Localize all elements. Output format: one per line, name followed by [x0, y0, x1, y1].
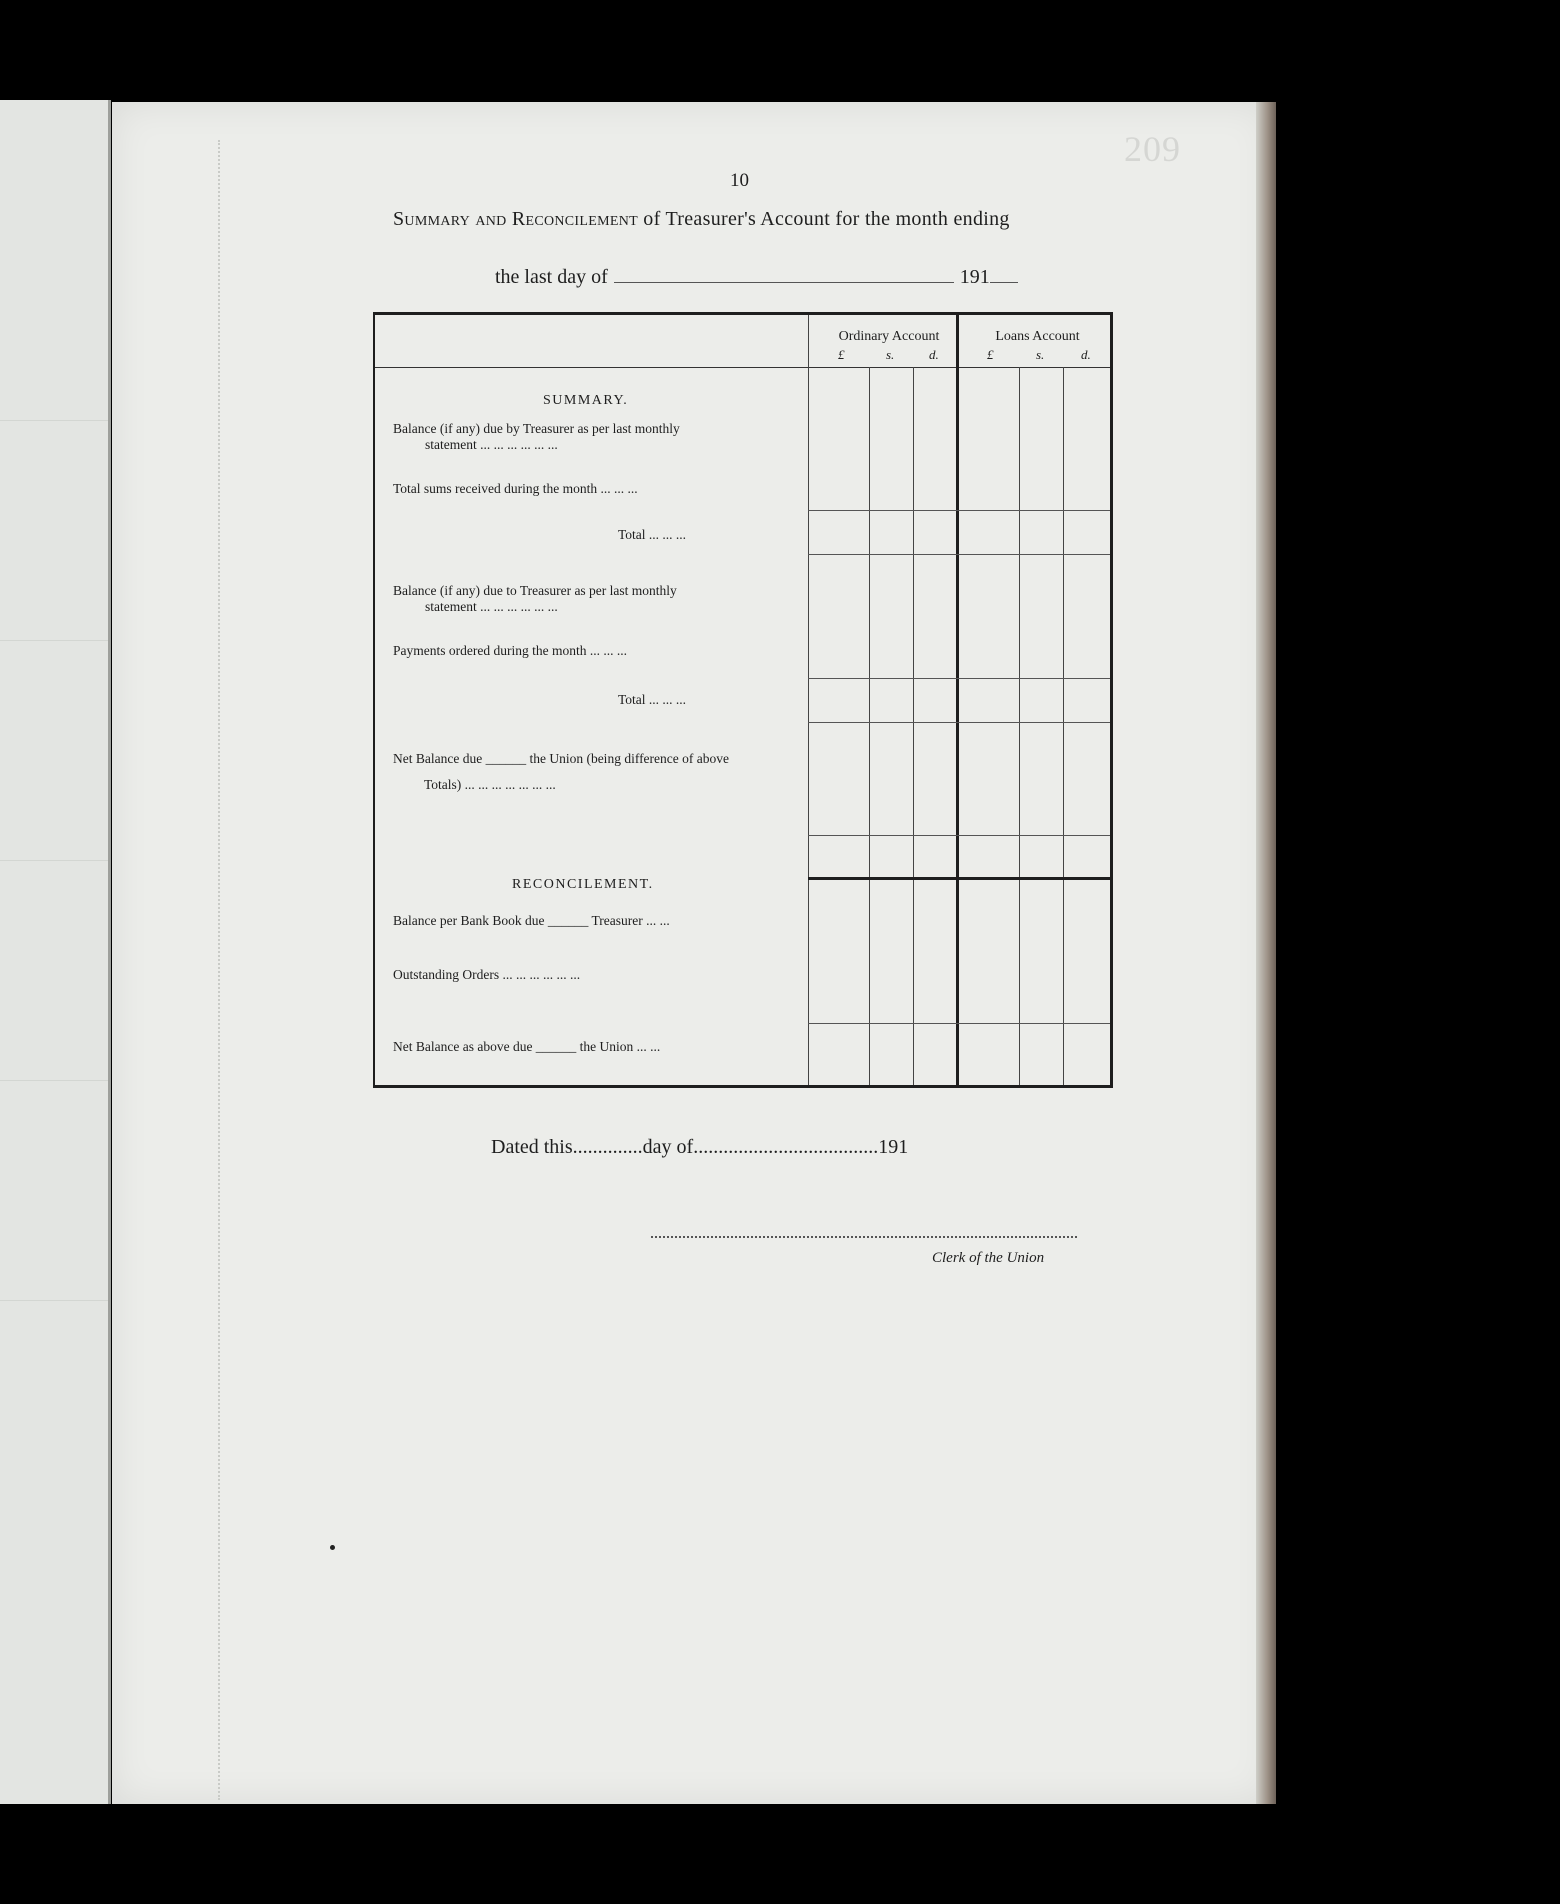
- form-subtitle: [495, 266, 1018, 289]
- total-rule: [808, 722, 1110, 723]
- net-rule: [808, 835, 1110, 836]
- subtitle-year: 191: [959, 266, 990, 288]
- pounds-unit: £: [987, 347, 994, 362]
- paper-speck: [330, 1545, 335, 1550]
- row-net-balance-cont: Totals) ... ... ... ... ... ... ...: [424, 777, 556, 792]
- page-stamp: 209: [1124, 129, 1181, 169]
- row-total-2: Total ... ... ...: [618, 692, 687, 707]
- reconcilement-heading: RECONCILEMENT.: [512, 877, 654, 892]
- ordinary-account-header: Ordinary Account: [838, 329, 940, 344]
- section-rule: [808, 877, 1110, 880]
- row-total-received: Total sums received during the month ... ... ...: [393, 481, 638, 496]
- year-blank[interactable]: [990, 268, 1018, 283]
- left-facing-page: [0, 100, 111, 1804]
- row-balance-due-to-cont: statement ... ... ... ... ... ...: [425, 599, 558, 614]
- page-number: 10: [730, 170, 749, 191]
- row-balance-due-by: Balance (if any) due by Treasurer as per last monthly: [393, 421, 680, 436]
- total-rule: [808, 554, 1110, 555]
- row-net-balance: Net Balance due ______ the Union (being difference of above: [393, 751, 730, 766]
- summary-heading: SUMMARY.: [543, 393, 629, 408]
- row-total-1: Total ... ... ...: [618, 527, 687, 542]
- date-blank[interactable]: [614, 268, 954, 283]
- col-divider: [913, 367, 914, 1085]
- row-balance-due-to: Balance (if any) due to Treasurer as per last monthly: [393, 583, 677, 598]
- perforation-line: [218, 140, 220, 1800]
- net-rule: [808, 1023, 1110, 1024]
- row-balance-due-by-cont: statement ... ... ... ... ... ...: [425, 437, 558, 452]
- pounds-unit: £: [838, 347, 845, 362]
- shillings-unit: s.: [886, 347, 895, 362]
- row-outstanding-orders: Outstanding Orders ... ... ... ... ... ...: [393, 967, 581, 982]
- account-table: [373, 312, 1113, 1088]
- account-divider: [956, 315, 959, 1085]
- shillings-unit: s.: [1036, 347, 1045, 362]
- pence-unit: d.: [929, 347, 939, 362]
- row-net-balance-above: Net Balance as above due ______ the Union ... ...: [393, 1039, 661, 1054]
- col-divider: [869, 367, 870, 1085]
- form-title: [393, 208, 1010, 231]
- row-bank-book: Balance per Bank Book due ______ Treasurer ... ...: [393, 913, 670, 928]
- title-rest: of Treasurer's Account for the month ending: [643, 208, 1010, 230]
- col-divider: [808, 315, 809, 1085]
- row-payments: Payments ordered during the month ... ... ...: [393, 643, 627, 658]
- clerk-signature-label: Clerk of the Union: [932, 1250, 1045, 1266]
- page-edge: [1256, 102, 1276, 1804]
- subtotal-rule: [808, 678, 1110, 679]
- signature-line[interactable]: [651, 1236, 1077, 1238]
- loans-account-header: Loans Account: [995, 329, 1080, 344]
- col-divider: [1019, 367, 1020, 1085]
- pence-unit: d.: [1081, 347, 1091, 362]
- dated-line: Dated this..............day of.....................................191: [491, 1136, 909, 1158]
- title-smallcaps: Summary and Reconcilement: [393, 208, 638, 230]
- subtotal-rule: [808, 510, 1110, 511]
- subtitle-prefix: the last day of: [495, 266, 608, 288]
- col-divider: [1063, 367, 1064, 1085]
